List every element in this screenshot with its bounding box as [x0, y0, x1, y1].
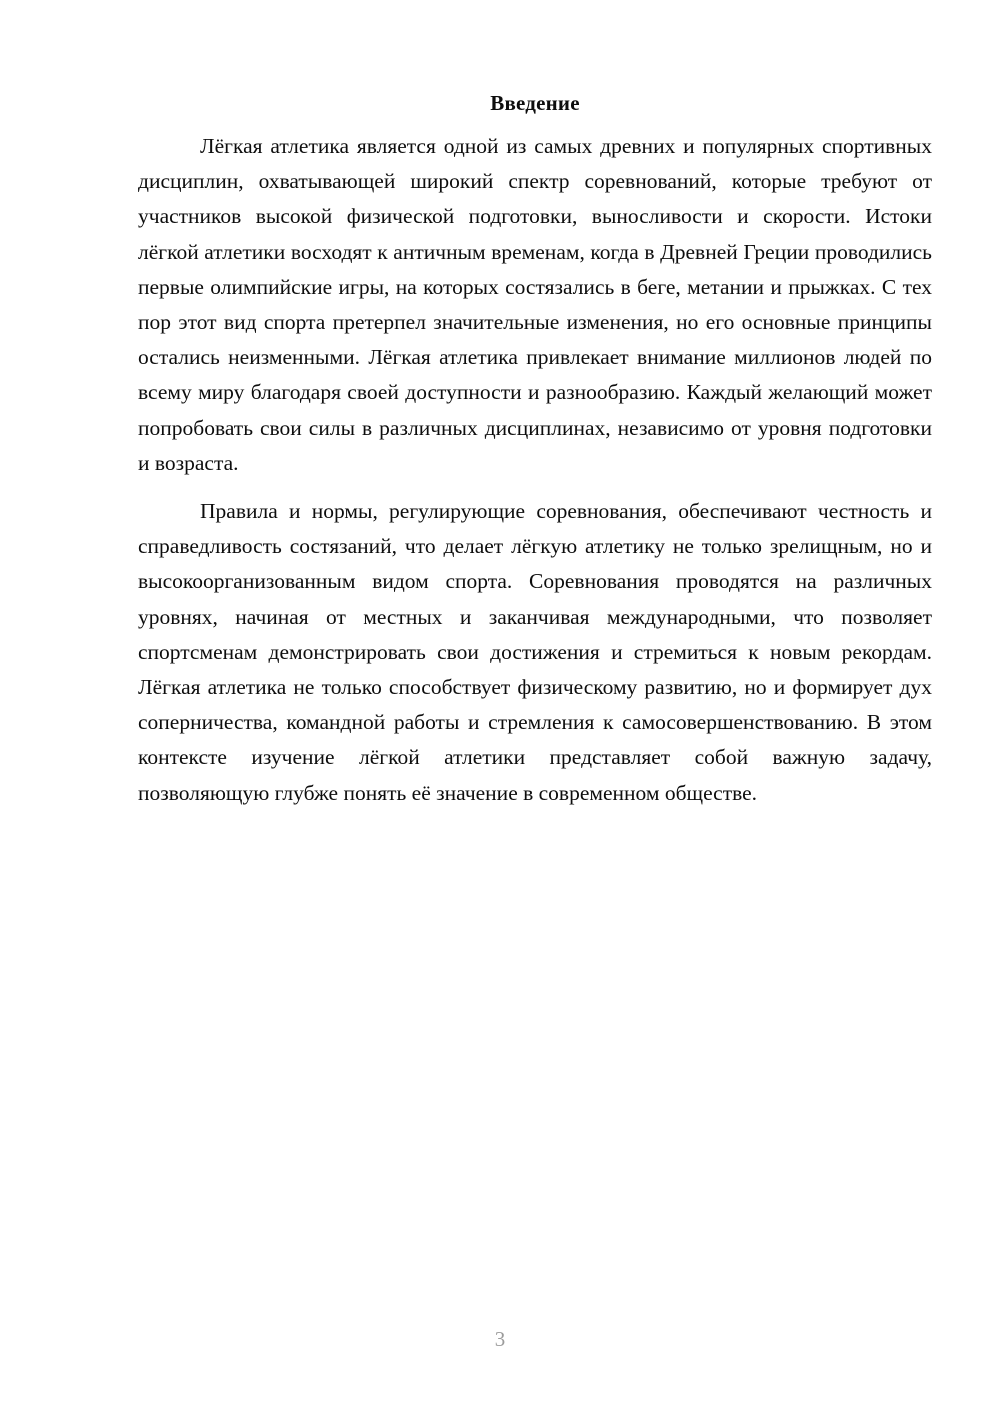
document-body: [138, 86, 932, 811]
paragraph-intro-overview: Лёгкая атлетика является одной из самых древних и популярных спортивных дисциплин, охватывающей широкий спектр соревнований, которые требуют от участников высокой физической подготовки, выносливости и скорости. Истоки лёгкой атлетики восходят к античным временам, когда в Древней Греции проводились первые олимпийские игры, на которых состязались в беге, метании и прыжках. С тех пор этот вид спорта претерпел значительные изменения, но его основные принципы остались неизменными. Лёгкая атлетика привлекает внимание миллионов людей по всему миру благодаря своей доступности и разнообразию. Каждый желающий может попробовать свои силы в различных дисциплинах, независимо от уровня подготовки и возраста.: [138, 134, 932, 475]
page-title: Введение: [490, 91, 580, 115]
paragraph-rules-and-significance: Правила и нормы, регулирующие соревнования, обеспечивают честность и справедливость состязаний, что делает лёгкую атлетику не только зрелищным, но и высокоорганизованным видом спорта. Соревнования проводятся на различных уровнях, начиная от местных и заканчивая международными, что позволяет спортсменам демонстрировать свои достижения и стремиться к новым рекордам. Лёгкая атлетика не только способствует физическому развитию, но и формирует дух соперничества, командной работы и стремления к самосовершенствованию. В этом контексте изучение лёгкой атлетики представляет собой важную задачу, позволяющую глубже понять её значение в современном обществе.: [138, 499, 932, 805]
page-number: 3: [494, 1327, 506, 1351]
